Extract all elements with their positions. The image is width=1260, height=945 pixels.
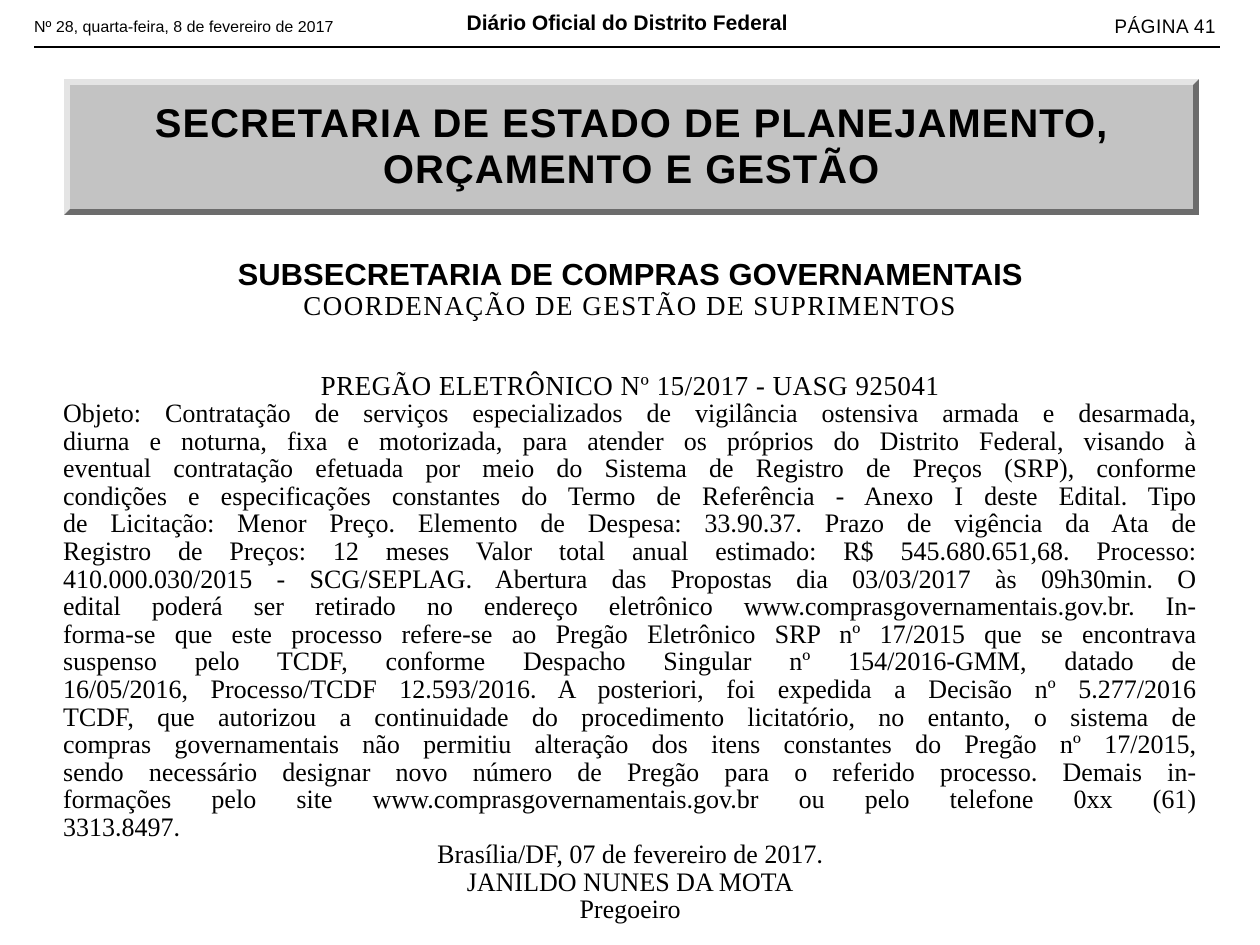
page-header [34,10,1220,48]
notice-line: condições e especificações constantes do Termo de Referência - Anexo I deste Edital. Tipo [63,481,1196,511]
notice-line: 410.000.030/2015 - SCG/SEPLAG. Abertura das Propostas dia 03/03/2017 às 09h30min. O [63,564,1196,594]
coordenacao-heading: COORDENAÇÃO DE GESTÃO DE SUPRIMENTOS [303,291,957,321]
notice-line: forma-se que este processo refere-se ao Pregão Eletrônico SRP nº 17/2015 que se encontrava [63,619,1196,649]
notice-line: TCDF, que autorizou a continuidade do procedimento licitatório, no entanto, o sistema de [63,702,1196,732]
signature-block [0,841,1260,924]
page-number: PÁGINA 41 [1114,17,1216,38]
notice-line: sendo necessário designar novo número de Pregão para o referido processo. Demais in- [63,757,1196,787]
signature-place-date: Brasília/DF, 07 de fevereiro de 2017. [437,840,823,869]
publication-title: Diário Oficial do Distrito Federal [466,12,788,35]
notice-line: Registro de Preços: 12 meses Valor total anual estimado: R$ 545.680.651,68. Processo: [63,536,1196,566]
notice-line: suspenso pelo TCDF, conforme Despacho Singular nº 154/2016-GMM, datado de [63,647,1196,677]
notice-line: edital poderá ser retirado no endereço eletrônico www.comprasgovernamentais.gov.br. In- [63,592,1196,622]
subsecretaria-heading: SUBSECRETARIA DE COMPRAS GOVERNAMENTAIS [237,257,1023,292]
signature-role: Pregoeiro [579,895,681,925]
notice-body [63,400,1196,842]
secretaria-banner [64,79,1199,215]
notice-line: formações pelo site www.comprasgovernamentais.gov.br ou pelo telefone 0xx (61) [63,785,1196,815]
notice-line: de Licitação: Menor Preço. Elemento de Despesa: 33.90.37. Prazo de vigência da Ata de [63,509,1196,539]
notice-title: PREGÃO ELETRÔNICO Nº 15/2017 - UASG 925041 [320,371,940,401]
signature-name: JANILDO NUNES DA MOTA [466,867,794,897]
notice-line: diurna e noturna, fixa e motorizada, para atender os próprios do Distrito Federal, visando à [63,426,1196,456]
banner-line-1: SECRETARIA DE ESTADO DE PLANEJAMENTO, [154,102,1109,146]
notice-line: 16/05/2016, Processo/TCDF 12.593/2016. A posteriori, foi expedida a Decisão nº 5.277/2016 [63,674,1196,704]
notice-line: Objeto: Contratação de serviços especializados de vigilância ostensiva armada e desarmada, [63,399,1196,428]
notice-line: compras governamentais não permitiu alteração dos itens constantes do Pregão nº 17/2015, [63,730,1196,760]
notice-line: eventual contratação efetuada por meio do Sistema de Registro de Preços (SRP), conforme [63,454,1196,484]
edition-date: Nº 28, quarta-feira, 8 de fevereiro de 2017 [34,19,334,36]
banner-line-2: ORÇAMENTO E GESTÃO [382,148,881,192]
notice-line: 3313.8497. [63,812,180,842]
